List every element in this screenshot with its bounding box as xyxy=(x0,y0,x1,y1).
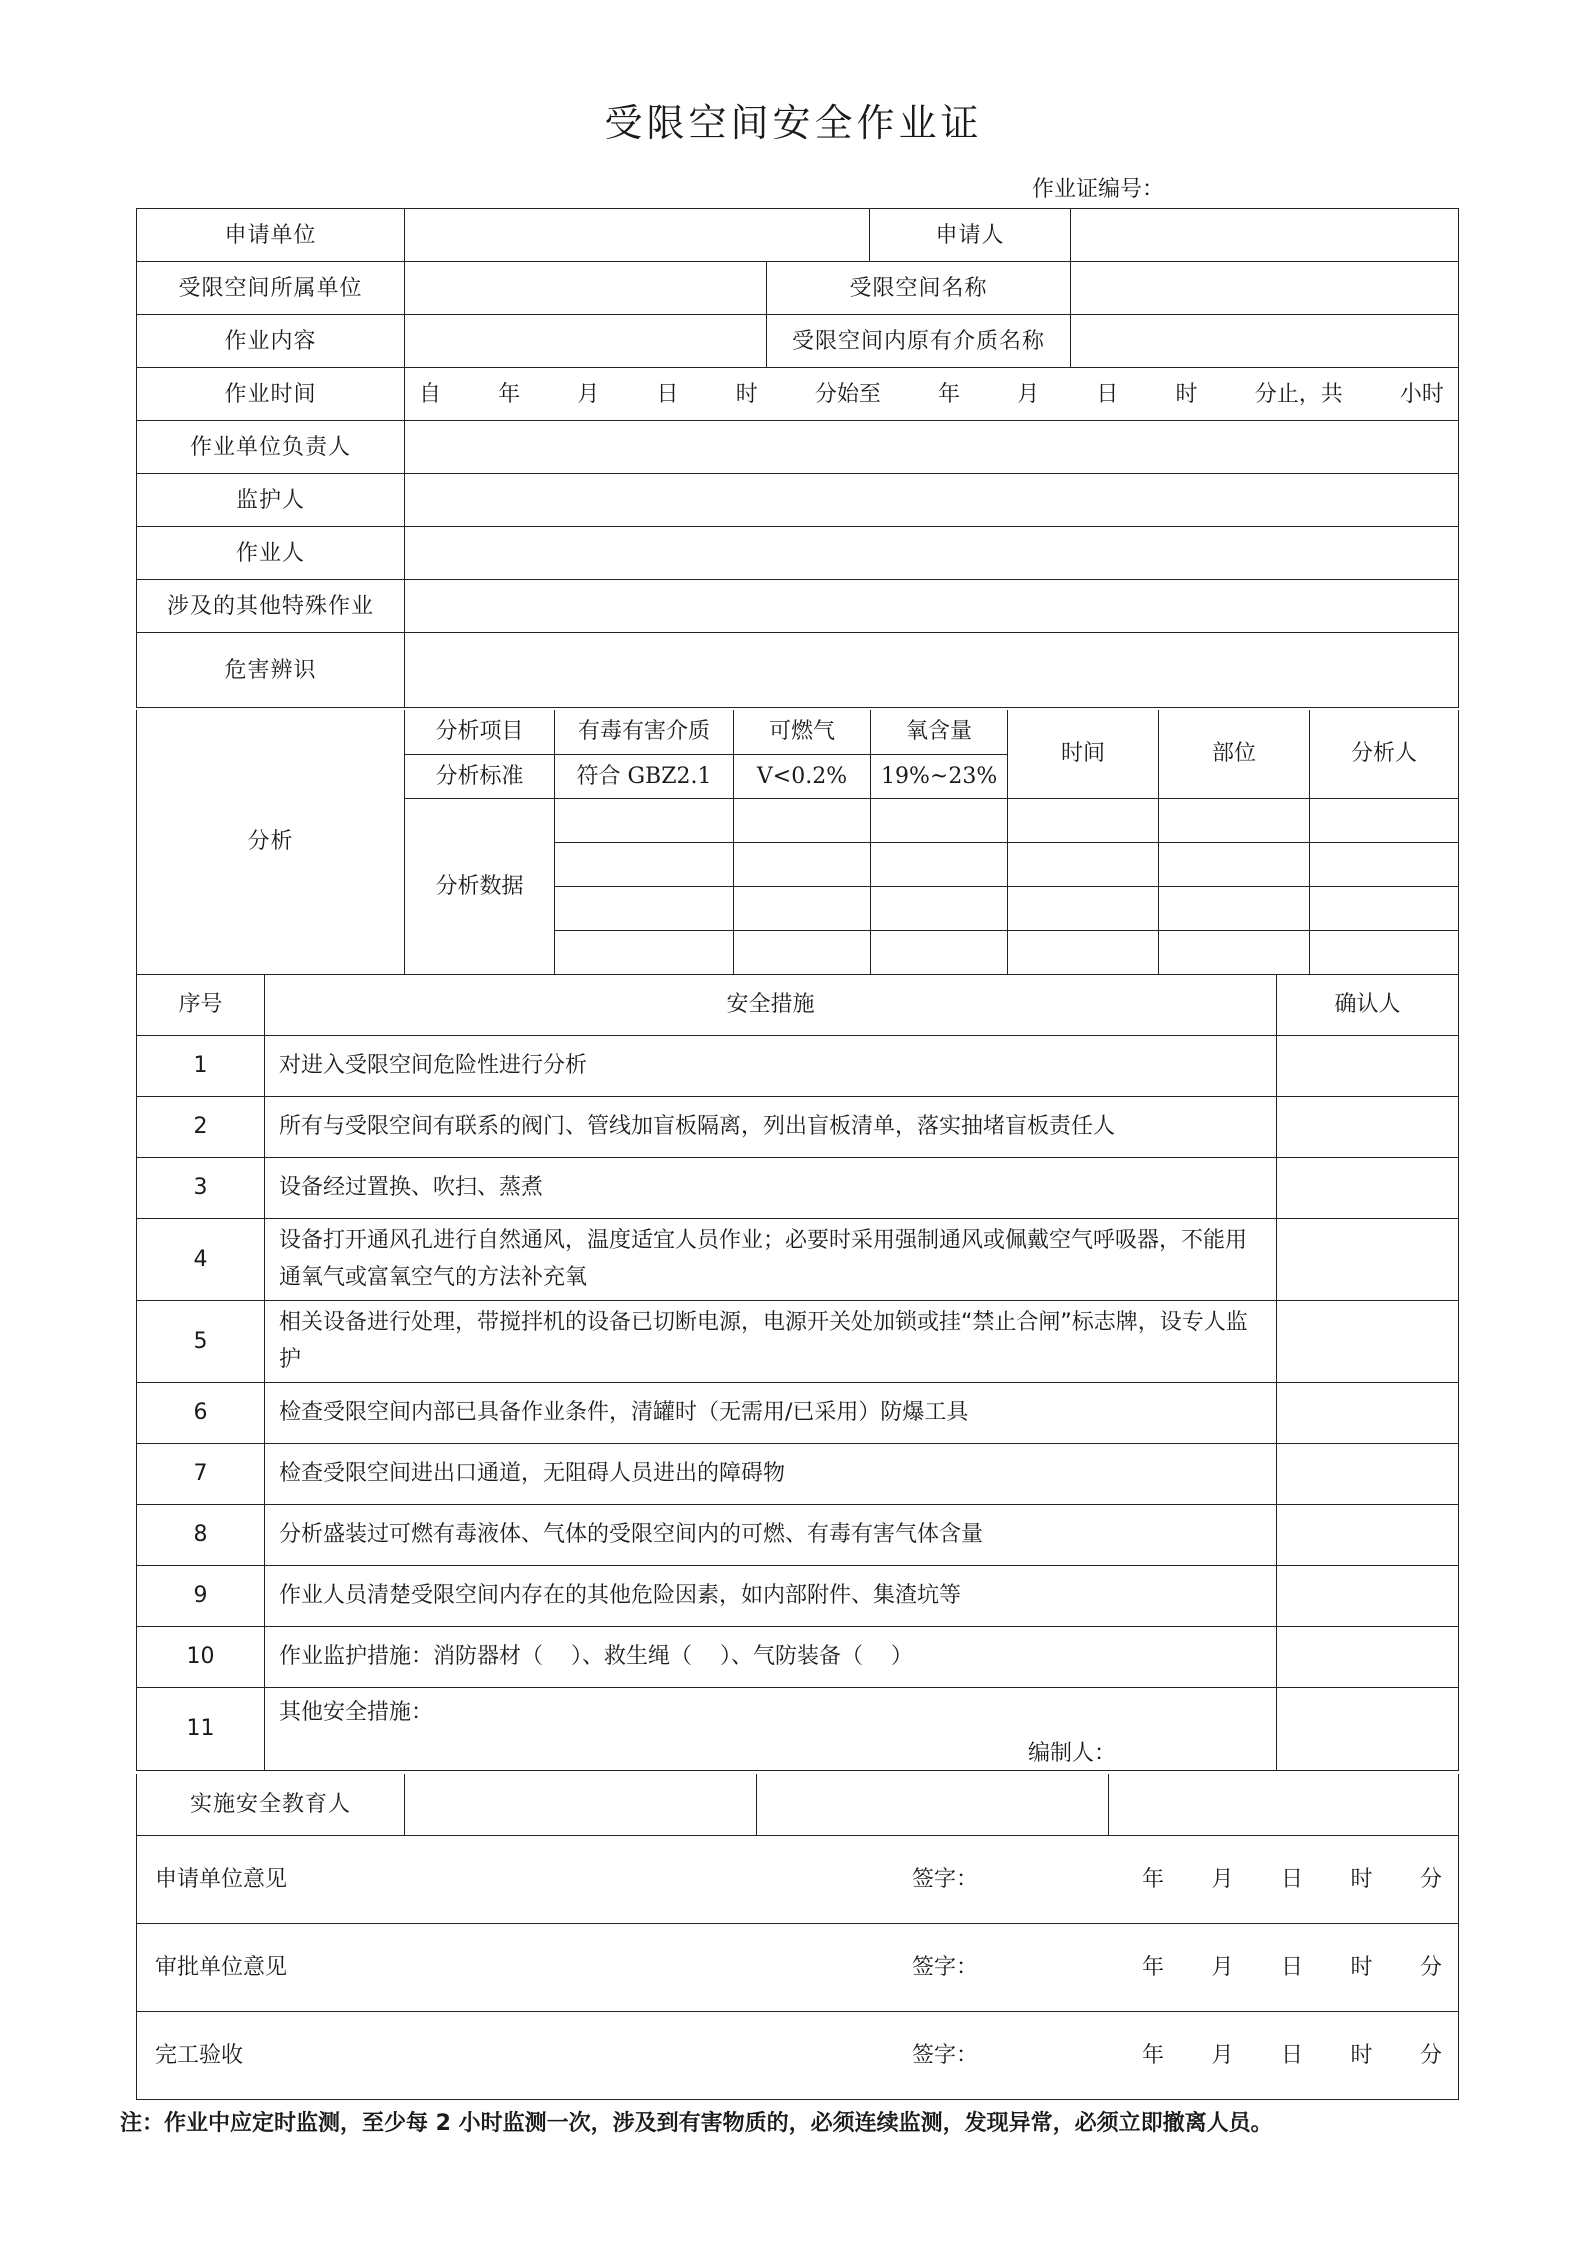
space-name-field[interactable] xyxy=(1071,262,1459,315)
analysis-data-cell[interactable] xyxy=(555,930,734,974)
confirmer-field[interactable] xyxy=(1277,1096,1459,1157)
toxic-medium-header: 有毒有害介质 xyxy=(555,710,734,754)
measure-row xyxy=(137,1382,1459,1443)
measure-header: 安全措施 xyxy=(265,974,1277,1035)
measure-row xyxy=(137,1626,1459,1687)
footer-note: 注：作业中应定时监测，至少每 2 小时监测一次，涉及到有害物质的，必须连续监测，发现异常，必须立即撤离人员。 xyxy=(120,2111,1273,2136)
worker-field[interactable] xyxy=(405,527,1459,580)
hazard-identification-label: 危害辨识 xyxy=(137,633,405,708)
time-part: 日 xyxy=(1096,381,1119,407)
confirmer-field[interactable] xyxy=(1277,1218,1459,1300)
time-part: 月 xyxy=(1017,381,1040,407)
unit-leader-field[interactable] xyxy=(405,421,1459,474)
analysis-data-cell[interactable] xyxy=(1008,842,1159,886)
combustible-standard: V<0.2% xyxy=(734,754,871,798)
measure-no: 11 xyxy=(137,1687,265,1770)
measure-text: 设备打开通风孔进行自然通风，温度适宜人员作业；必要时采用强制通风或佩戴空气呼吸器，不能用通氧气或富氧空气的方法补充氧 xyxy=(265,1218,1277,1300)
time-part: 时 xyxy=(1175,381,1198,407)
analysis-data-cell[interactable] xyxy=(1008,886,1159,930)
measure-text: 作业监护措施：消防器材（ ）、救生绳（ ）、气防装备（ ） xyxy=(265,1626,1277,1687)
analysis-data-cell[interactable] xyxy=(734,886,871,930)
other-special-work-label: 涉及的其他特殊作业 xyxy=(137,580,405,633)
sign-label: 签字： xyxy=(912,1866,979,1892)
document-title: 受限空间安全作业证 xyxy=(604,101,983,145)
measure-text: 设备经过置换、吹扫、蒸煮 xyxy=(265,1157,1277,1218)
time-header: 时间 xyxy=(1008,710,1159,798)
applicant-label: 申请人 xyxy=(870,209,1071,262)
time-part: 自 xyxy=(419,381,442,407)
education-person-field[interactable] xyxy=(1109,1774,1459,1835)
measure-row xyxy=(137,1300,1459,1382)
measure-row xyxy=(137,1504,1459,1565)
applicant-opinion-field[interactable] xyxy=(137,1835,1459,1923)
safety-measures-section xyxy=(136,974,1458,1771)
applicant-unit-label: 申请单位 xyxy=(137,209,405,262)
measure-row xyxy=(137,1096,1459,1157)
analysis-data-cell[interactable] xyxy=(1310,842,1459,886)
measure-text: 检查受限空间内部已具备作业条件，清罐时（无需用/已采用）防爆工具 xyxy=(265,1382,1277,1443)
confirmer-field[interactable] xyxy=(1277,1443,1459,1504)
opinion-row xyxy=(137,1835,1459,1923)
applicant-unit-field[interactable] xyxy=(405,209,870,262)
info-section xyxy=(136,208,1458,708)
confirmer-field[interactable] xyxy=(1277,1687,1459,1770)
analysis-data-cell[interactable] xyxy=(1159,798,1310,842)
measure-no: 9 xyxy=(137,1565,265,1626)
confirmer-field[interactable] xyxy=(1277,1035,1459,1096)
time-part: 分止，共 xyxy=(1254,381,1343,407)
work-content-field[interactable] xyxy=(405,315,767,368)
measure-no: 6 xyxy=(137,1382,265,1443)
analysis-data-cell[interactable] xyxy=(1159,930,1310,974)
date-part: 年 xyxy=(1142,1866,1165,1892)
hazard-identification-field[interactable] xyxy=(405,633,1459,708)
time-part: 小时 xyxy=(1399,381,1444,407)
measure-text: 分析盛装过可燃有毒液体、气体的受限空间内的可燃、有毒有害气体含量 xyxy=(265,1504,1277,1565)
measure-no: 5 xyxy=(137,1300,265,1382)
date-part: 时 xyxy=(1350,2042,1373,2068)
work-time-field[interactable] xyxy=(405,368,1459,421)
applicant-field[interactable] xyxy=(1071,209,1459,262)
measure-text: 检查受限空间进出口通道，无阻碍人员进出的障碍物 xyxy=(265,1443,1277,1504)
measure-no: 2 xyxy=(137,1096,265,1157)
education-person-label: 实施安全教育人 xyxy=(137,1774,405,1835)
analysis-data-cell[interactable] xyxy=(1159,886,1310,930)
analysis-data-cell[interactable] xyxy=(734,842,871,886)
opinion-label: 申请单位意见 xyxy=(155,1866,288,1892)
analysis-data-cell[interactable] xyxy=(555,886,734,930)
opinion-row xyxy=(137,1923,1459,2011)
confirmer-field[interactable] xyxy=(1277,1157,1459,1218)
other-measures-field[interactable] xyxy=(265,1687,1277,1770)
approval-section xyxy=(136,1774,1458,2100)
analysis-data-cell[interactable] xyxy=(1008,798,1159,842)
measure-text: 作业人员清楚受限空间内存在的其他危险因素，如内部附件、集渣坑等 xyxy=(265,1565,1277,1626)
work-content-label: 作业内容 xyxy=(137,315,405,368)
guardian-field[interactable] xyxy=(405,474,1459,527)
analysis-data-cell[interactable] xyxy=(871,798,1008,842)
measure-no: 4 xyxy=(137,1218,265,1300)
measure-no: 8 xyxy=(137,1504,265,1565)
time-part: 分始至 xyxy=(814,381,881,407)
analysis-data-cell[interactable] xyxy=(871,930,1008,974)
worker-label: 作业人 xyxy=(137,527,405,580)
analysis-data-cell[interactable] xyxy=(734,798,871,842)
other-special-work-field[interactable] xyxy=(405,580,1459,633)
date-part: 时 xyxy=(1350,1954,1373,1980)
analysis-data-cell[interactable] xyxy=(1310,886,1459,930)
measure-row xyxy=(137,1565,1459,1626)
date-part: 分 xyxy=(1419,2042,1442,2068)
opinion-row xyxy=(137,2011,1459,2099)
analysis-label: 分析 xyxy=(137,710,405,974)
analysis-section xyxy=(136,710,1458,975)
date-part: 日 xyxy=(1280,2042,1303,2068)
time-part: 年 xyxy=(498,381,521,407)
analyst-header: 分析人 xyxy=(1310,710,1459,798)
date-part: 分 xyxy=(1419,1866,1442,1892)
education-person-field[interactable] xyxy=(757,1774,1109,1835)
measure-text: 相关设备进行处理，带搅拌机的设备已切断电源，电源开关处加锁或挂“禁止合闸”标志牌，设专人监护 xyxy=(265,1300,1277,1382)
measure-no: 1 xyxy=(137,1035,265,1096)
education-person-field[interactable] xyxy=(405,1774,757,1835)
unit-leader-label: 作业单位负责人 xyxy=(137,421,405,474)
analysis-data-cell[interactable] xyxy=(871,886,1008,930)
measure-row xyxy=(137,1157,1459,1218)
date-part: 年 xyxy=(1142,1954,1165,1980)
sign-label: 签字： xyxy=(912,1954,979,1980)
space-owner-unit-field[interactable] xyxy=(405,262,767,315)
measure-text: 其他安全措施： xyxy=(279,1699,434,1725)
measure-text: 对进入受限空间危险性进行分析 xyxy=(265,1035,1277,1096)
analysis-item-label: 分析项目 xyxy=(405,710,555,754)
opinion-label: 完工验收 xyxy=(155,2042,244,2068)
date-part: 月 xyxy=(1211,2042,1234,2068)
confirmer-field[interactable] xyxy=(1277,1300,1459,1382)
analysis-data-cell[interactable] xyxy=(734,930,871,974)
date-part: 月 xyxy=(1211,1866,1234,1892)
work-time-parts xyxy=(415,378,1448,411)
guardian-label: 监护人 xyxy=(137,474,405,527)
analysis-data-label: 分析数据 xyxy=(405,798,555,974)
oxygen-content-header: 氧含量 xyxy=(871,710,1008,754)
date-part: 分 xyxy=(1419,1954,1442,1980)
analysis-data-cell[interactable] xyxy=(871,842,1008,886)
no-header: 序号 xyxy=(137,974,265,1035)
measure-no: 10 xyxy=(137,1626,265,1687)
date-part: 时 xyxy=(1350,1866,1373,1892)
confirmer-field[interactable] xyxy=(1277,1382,1459,1443)
measure-row xyxy=(137,1687,1459,1770)
date-part: 日 xyxy=(1280,1954,1303,1980)
analysis-data-cell[interactable] xyxy=(555,798,734,842)
time-part: 年 xyxy=(938,381,961,407)
oxygen-standard: 19%~23% xyxy=(871,754,1008,798)
measure-row xyxy=(137,1218,1459,1300)
original-medium-field[interactable] xyxy=(1071,315,1459,368)
date-part: 年 xyxy=(1142,2042,1165,2068)
measure-row xyxy=(137,1443,1459,1504)
space-name-label: 受限空间名称 xyxy=(767,262,1071,315)
compiler-label: 编制人： xyxy=(1027,1740,1116,1766)
analysis-data-cell[interactable] xyxy=(1008,930,1159,974)
confirmer-field[interactable] xyxy=(1277,1565,1459,1626)
time-part: 月 xyxy=(577,381,600,407)
time-part: 时 xyxy=(735,381,758,407)
date-parts xyxy=(1142,1863,1448,1896)
confirmer-header: 确认人 xyxy=(1277,974,1459,1035)
analysis-data-cell[interactable] xyxy=(1159,842,1310,886)
permit-number-label: 作业证编号： xyxy=(1032,177,1165,202)
date-parts xyxy=(1142,1951,1448,1984)
measure-text: 所有与受限空间有联系的阀门、管线加盲板隔离，列出盲板清单，落实抽堵盲板责任人 xyxy=(265,1096,1277,1157)
analysis-data-cell[interactable] xyxy=(555,842,734,886)
measure-no: 3 xyxy=(137,1157,265,1218)
measure-row xyxy=(137,1035,1459,1096)
date-part: 月 xyxy=(1211,1954,1234,1980)
combustible-gas-header: 可燃气 xyxy=(734,710,871,754)
time-part: 日 xyxy=(656,381,679,407)
opinion-label: 审批单位意见 xyxy=(155,1954,288,1980)
toxic-standard: 符合 GBZ2.1 xyxy=(555,754,734,798)
date-part: 日 xyxy=(1280,1866,1303,1892)
analysis-data-cell[interactable] xyxy=(1310,798,1459,842)
confirmer-field[interactable] xyxy=(1277,1504,1459,1565)
approver-opinion-field[interactable] xyxy=(137,1923,1459,2011)
space-owner-unit-label: 受限空间所属单位 xyxy=(137,262,405,315)
analysis-data-cell[interactable] xyxy=(1310,930,1459,974)
confirmer-field[interactable] xyxy=(1277,1626,1459,1687)
completion-acceptance-field[interactable] xyxy=(137,2011,1459,2099)
sign-label: 签字： xyxy=(912,2042,979,2068)
analysis-standard-label: 分析标准 xyxy=(405,754,555,798)
measure-no: 7 xyxy=(137,1443,265,1504)
work-time-label: 作业时间 xyxy=(137,368,405,421)
original-medium-label: 受限空间内原有介质名称 xyxy=(767,315,1071,368)
date-parts xyxy=(1142,2039,1448,2072)
location-header: 部位 xyxy=(1159,710,1310,798)
